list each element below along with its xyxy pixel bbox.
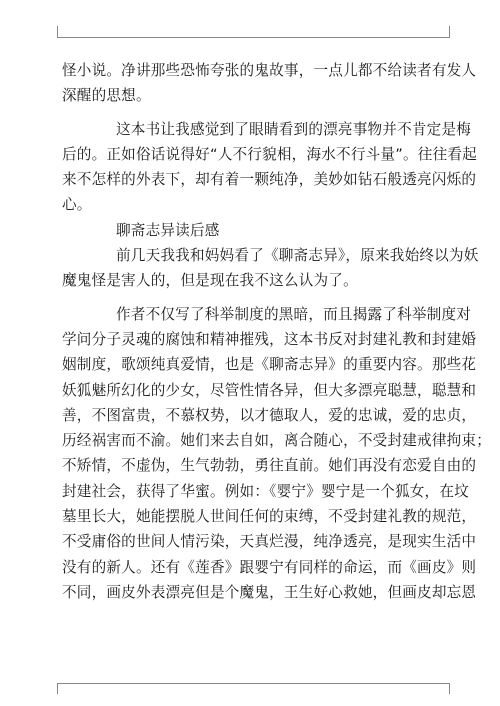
crop-mark-bottom-left (57, 683, 58, 694)
header-rule (57, 37, 450, 38)
text-line: 怪小说。净讲那些恐怖夸张的鬼故事，一点儿都不给读者有发人 (62, 62, 477, 79)
footer-rule (57, 683, 450, 684)
crop-mark-top-left (57, 26, 58, 37)
text-line: 学问分子灵魂的腐蚀和精神摧残，这本书反对封建礼教和封建婚 (62, 330, 477, 348)
text-line: 后的。正如俗话说得好“人不行貌相，海水不行斗量”。往往看起 (62, 145, 477, 163)
crop-mark-top-right (449, 26, 450, 37)
text-line: 妖狐魅所幻化的少女，尽管性情各异，但大多漂亮聪慧，聪慧和 (62, 381, 477, 399)
text-line: 不矫情，不虚伪，生气勃勃，勇往直前。她们再没有恋爱自由的 (62, 457, 477, 475)
crop-mark-bottom-right (449, 683, 450, 694)
text-line: 来不怎样的外表下，却有着一颗纯净，美妙如钻石般透亮闪烁的 (62, 171, 477, 189)
text-line: 墓里长大，她能摆脱人世间任何的束缚，不受封建礼教的规范， (62, 508, 477, 526)
paragraph-start: 作者不仅写了科举制度的黑暗，而且揭露了科举制度对 (116, 305, 472, 323)
text-line: 善，不图富贵，不慕权势，以才德取人，爱的忠诚，爱的忠贞， (62, 406, 477, 424)
text-line: 深醒的思想。 (62, 87, 151, 105)
document-body (62, 58, 492, 605)
text-line: 姻制度，歌颂纯真爱情，也是《聊斋志异》的重要内容。那些花 (62, 356, 477, 374)
text-line: 没有的新人。还有《莲香》跟婴宁有同样的命运，而《画皮》则 (62, 558, 477, 576)
paragraph-start: 前几天我我和妈妈看了《聊斋志异》，原来我始终以为妖 (116, 247, 479, 265)
text-line: 不受庸俗的世间人情污染，天真烂漫，纯净透亮，是现实生活中 (62, 533, 477, 551)
text-line: 不同，画皮外表漂亮但是个魔鬼，王生好心救她，但画皮却忘恩 (62, 583, 477, 601)
text-line: 历经祸害而不渝。她们来去自如，离合随心，不受封建戒律拘束； (62, 432, 492, 450)
text-line: 魔鬼怪是害人的，但是现在我不这么认为了。 (62, 272, 358, 290)
text-line: 封建社会，获得了华蜜。例如：《婴宁》婴宁是一个狐女，在坟 (62, 482, 469, 500)
section-heading: 聊斋志异读后感 (116, 221, 220, 239)
text-line: 心。 (62, 196, 92, 214)
paragraph-start: 这本书让我感觉到了眼睛看到的漂亮事物并不肯定是梅 (116, 120, 472, 138)
